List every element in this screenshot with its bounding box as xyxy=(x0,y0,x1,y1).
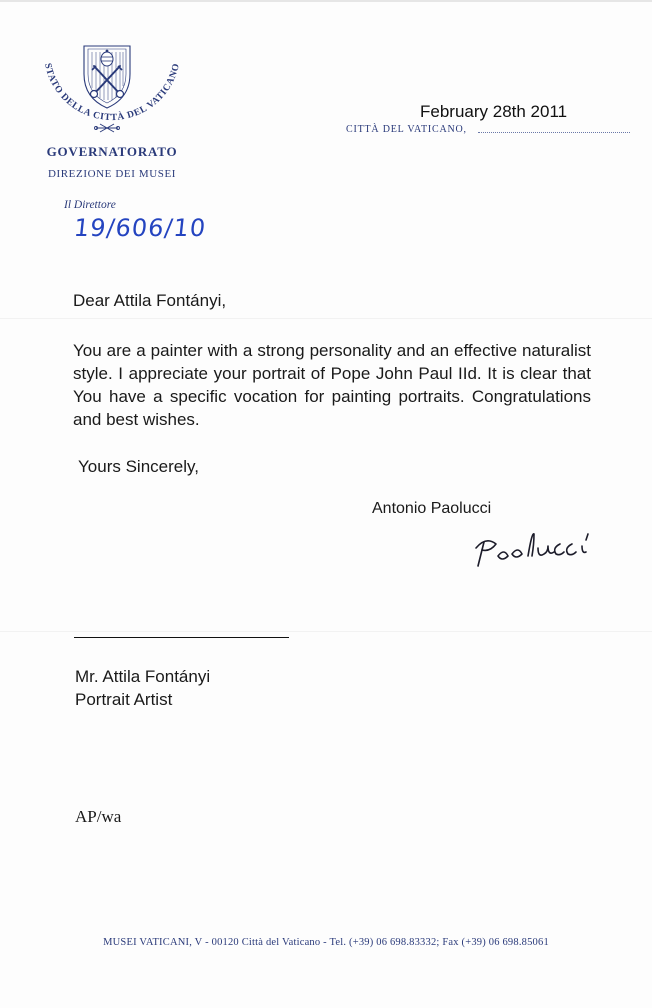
city-label: CITTÀ DEL VATICANO, xyxy=(346,124,467,135)
recipient-title: Portrait Artist xyxy=(75,690,173,709)
fold-line-2 xyxy=(0,631,652,632)
letterhead-role: Il Direttore xyxy=(64,199,116,211)
vatican-seal-logo xyxy=(22,28,192,140)
paper-edge xyxy=(0,0,652,2)
dotted-date-line xyxy=(478,132,630,133)
signer-name: Antonio Paolucci xyxy=(372,500,492,517)
recipient-rule xyxy=(74,637,289,638)
footer-address: MUSEI VATICANI, V - 00120 Città del Vaticano - Tel. (+39) 06 698.83332; Fax (+39) 06 698.85061 xyxy=(103,937,549,948)
letterhead-department: DIREZIONE DEI MUSEI xyxy=(47,168,177,180)
handwritten-protocol-number: 19/606/10 xyxy=(72,214,208,242)
fold-line-1 xyxy=(0,318,652,319)
letter-body: You are a painter with a strong personality and an effective naturalist style. I appreciate your portrait of Pope John Paul IId. It is clear that You have a specific vocation for painting portraits. Congratulations and best wishes. xyxy=(73,341,591,429)
salutation: Dear Attila Fontányi, xyxy=(73,291,227,310)
seal-text: STATO DELLA CITTÀ DEL VATICANO xyxy=(42,62,182,124)
handwritten-signature xyxy=(466,522,636,574)
letterhead-office: GOVERNATORATO xyxy=(46,144,178,159)
closing: Yours Sincerely, xyxy=(78,457,199,476)
letter-date: February 28th 2011 xyxy=(420,102,568,121)
recipient-name: Mr. Attila Fontányi xyxy=(75,667,211,686)
reference-initials: AP/wa xyxy=(75,807,122,826)
